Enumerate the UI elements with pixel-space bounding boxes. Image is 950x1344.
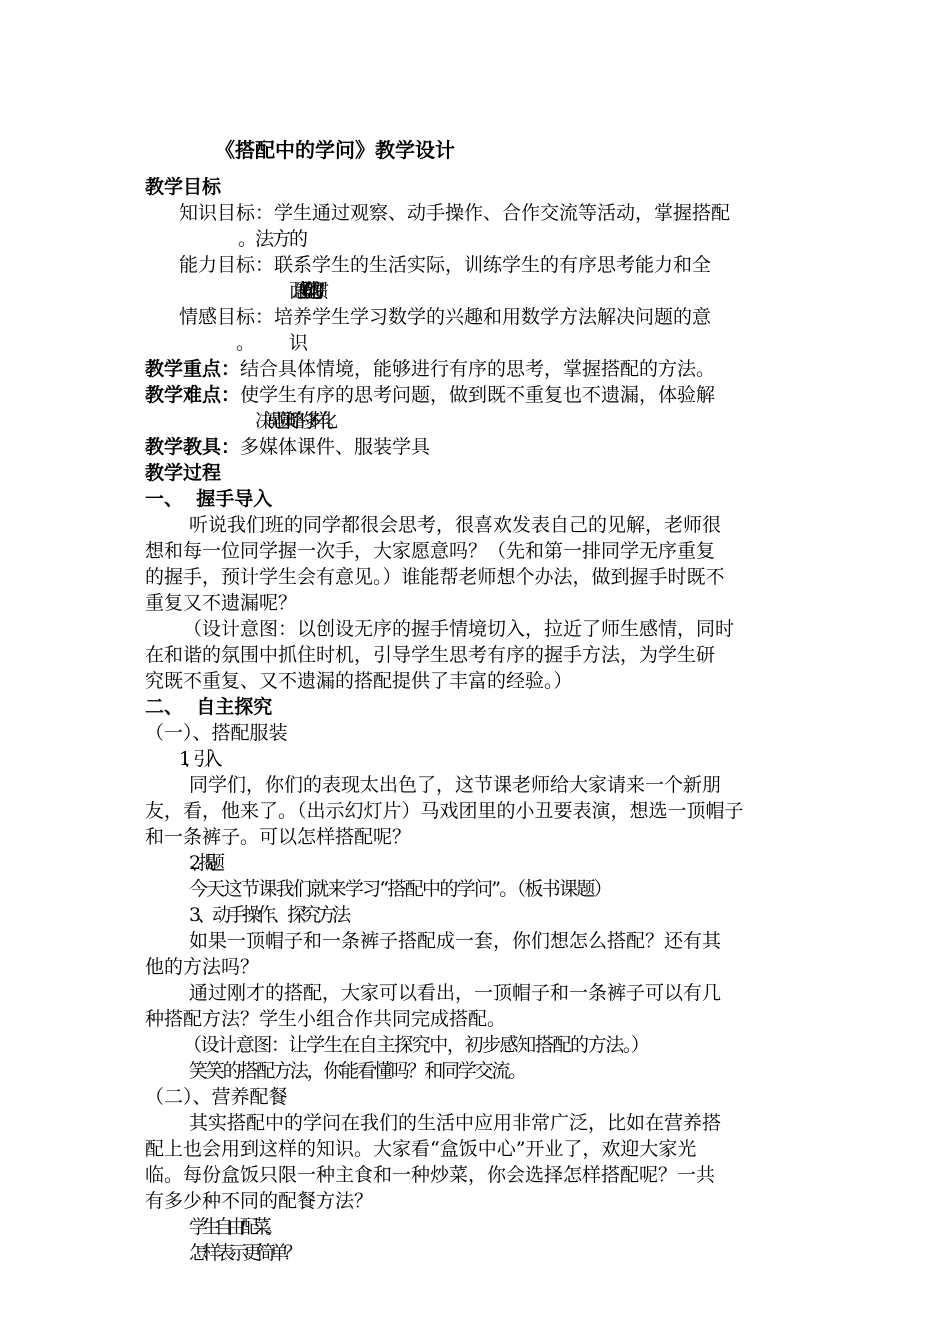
key-point-label: 教学重点： [145,358,241,380]
step3-heading: 3、动手操作、探究方法 [189,904,348,926]
ability-objective-l2: 面思考问题的习惯。 [289,280,317,302]
ability-label: 能力目标： [179,254,275,276]
section1-p2-l2: 在和谐的氛围中抓住时机，引导学生思考有序的握手方法，为学生研 [145,644,716,666]
emotion-objective-l1: 情感目标：培养学生学习数学的兴趣和用数学方法解决问题的意 [179,306,712,328]
step2-heading: 2、揭题 [189,852,215,874]
difficulty-l2: 决问题策略的多样化。 [255,410,336,432]
emotion-label: 情感目标： [179,306,275,328]
knowledge-label: 知识目标： [179,202,275,224]
step2-p: 今天这节课我们就来学习“搭配中的学问”。（板书课题） [189,878,611,900]
step1-heading: 1、引入 [179,748,215,770]
step3-p2-l1: 通过刚才的搭配，大家可以看出，一顶帽子和一条裤子可以有几 [189,982,722,1004]
knowledge-objective-l1: 知识目标：学生通过观察、动手操作、合作交流等活动，掌握搭配 [179,202,731,224]
step1-p-l3: 和一条裤子。可以怎样搭配呢？ [145,826,412,848]
sub2-p1-l4: 有多少种不同的配餐方法？ [145,1190,374,1212]
sub2-p3: 怎样表示更简单？ [189,1242,298,1264]
key-point: 教学重点：结合具体情境，能够进行有序的思考，掌握搭配的方法。 [145,358,716,380]
section1-p2-l3: 究既不重复、又不遗漏的搭配提供了丰富的经验。） [145,670,573,692]
emotion-objective-l2 [289,330,950,356]
difficulty-label: 教学难点： [145,384,241,406]
section2-heading: 二、 自主探究 [145,696,273,718]
section1-heading: 一、 握手导入 [145,488,273,510]
process-heading: 教学过程 [145,462,222,484]
step3-p1-l1: 如果一顶帽子和一条裤子搭配成一套，你们想怎么搭配？还有其 [189,930,722,952]
subsection2-heading: （二）、营养配餐 [145,1086,288,1108]
section1-p1-l2: 想和每一位同学握一次手，大家愿意吗？（先和第一排同学无序重复 [145,540,716,562]
sub2-p1-l1: 其实搭配中的学问在我们的生活中应用非常广泛，比如在营养搭 [189,1112,722,1134]
section1-p1-l4: 重复又不遗漏呢？ [145,592,298,614]
step1-p-l2: 友，看，他来了。（出示幻灯片）马戏团里的小丑要表演，想选一顶帽子 [145,800,744,822]
doc-title: 《搭配中的学问》教学设计 [215,138,455,162]
sub2-p1-l2: 配上也会用到这样的知识。大家看“盒饭中心”开业了，欢迎大家光 [145,1138,697,1160]
subsection1-heading: （一）、搭配服装 [145,722,288,744]
section1-p1-l3: 的握手，预计学生会有意见。）谁能帮老师想个办法，做到握手时既不 [145,566,725,588]
objectives-heading: 教学目标 [145,176,222,198]
difficulty-l1: 教学难点：使学生有序的思考问题，做到既不重复也不遗漏，体验解 [145,384,716,406]
step3-p4: 笑笑的搭配方法，你能看懂吗？和同学交流。 [189,1060,526,1082]
step3-p1-l2: 他的方法吗？ [145,956,260,978]
knowledge-objective-l2 [289,226,950,252]
teaching-tools: 教学教具：多媒体课件、服装学具 [145,436,431,458]
sub2-p1-l3: 临。每份盒饭只限一种主食和一种炒菜，你会选择怎样搭配呢？一共 [145,1164,716,1186]
step1-p-l1: 同学们，你们的表现太出色了，这节课老师给大家请来一个新朋 [189,774,722,796]
tools-label: 教学教具： [145,436,241,458]
section1-p2-l1: （设计意图：以创设无序的握手情境切入，拉近了师生感情，同时 [183,618,735,640]
step3-p3: （设计意图：让学生在自主探究中，初步感知搭配的方法。） [183,1034,649,1056]
ability-objective-l1: 能力目标：联系学生的生活实际，训练学生的有序思考能力和全 [179,254,712,276]
section1-p1-l1: 听说我们班的同学都很会思考，很喜欢发表自己的见解，老师很 [189,514,722,536]
sub2-p2: 学生自由配菜。 [189,1216,279,1238]
step3-p2-l2: 种搭配方法？学生小组合作共同完成搭配。 [145,1008,507,1030]
